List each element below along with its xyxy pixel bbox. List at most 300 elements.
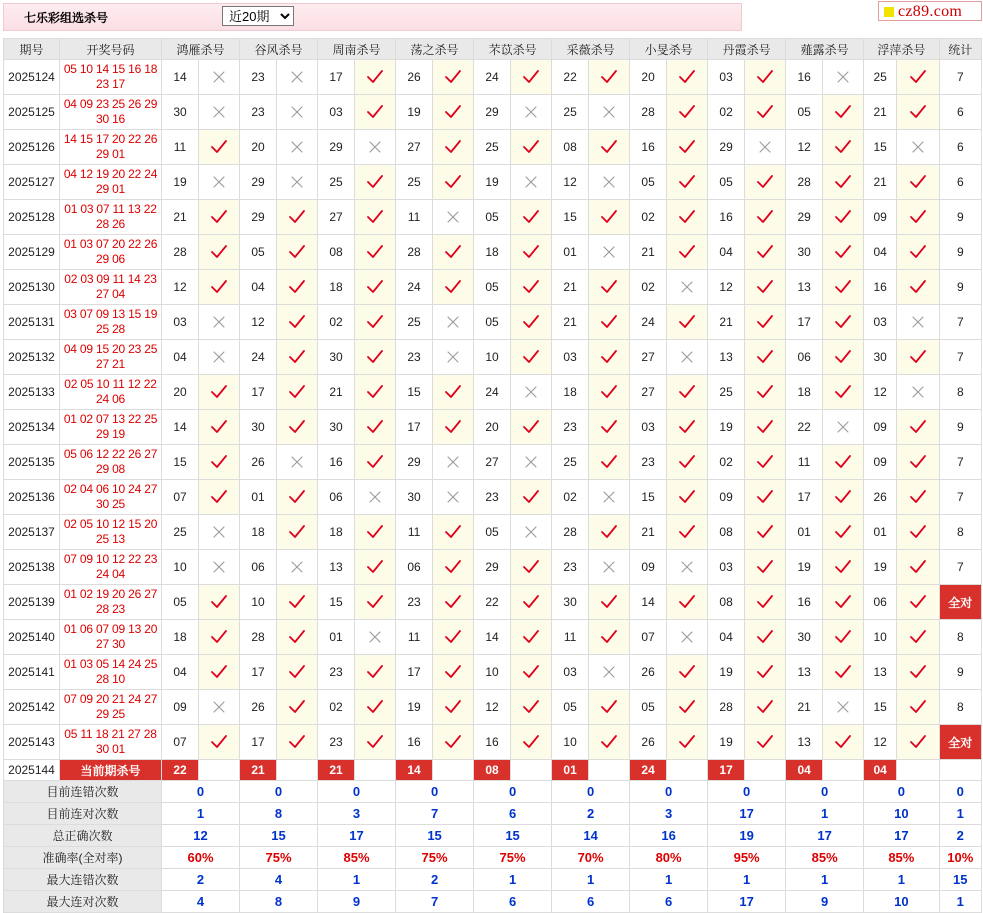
issue-number: 2025143	[4, 725, 60, 760]
hit-count: 7	[939, 445, 981, 480]
stats-value: 19	[708, 825, 786, 847]
kill-number: 19	[786, 550, 823, 585]
kill-number: 18	[318, 270, 355, 305]
current-kill-number: 21	[240, 760, 277, 781]
empty-cell	[355, 760, 396, 781]
check-icon	[511, 410, 552, 445]
table-row	[4, 655, 982, 690]
hit-count: 7	[939, 550, 981, 585]
check-icon	[433, 165, 474, 200]
kill-number: 04	[162, 340, 199, 375]
kill-number: 13	[318, 550, 355, 585]
check-icon	[745, 270, 786, 305]
check-icon	[355, 165, 396, 200]
draw-numbers: 04 09 23 25 26 29 30 16	[60, 95, 162, 130]
current-kill-number: 22	[162, 760, 199, 781]
issue-number: 2025126	[4, 130, 60, 165]
check-icon	[199, 270, 240, 305]
current-period-row	[4, 760, 982, 781]
check-icon	[667, 655, 708, 690]
cross-icon	[511, 445, 552, 480]
kill-number: 24	[396, 270, 433, 305]
check-icon	[199, 585, 240, 620]
check-icon	[433, 130, 474, 165]
hit-count: 7	[939, 60, 981, 95]
hit-count: 7	[939, 340, 981, 375]
cross-icon	[277, 130, 318, 165]
kill-number: 12	[162, 270, 199, 305]
column-header: 谷风杀号	[240, 39, 318, 60]
check-icon	[433, 515, 474, 550]
kill-number: 26	[240, 445, 277, 480]
kill-number: 21	[630, 235, 667, 270]
kill-number: 16	[708, 200, 745, 235]
kill-number: 04	[864, 235, 897, 270]
stats-value: 0	[708, 781, 786, 803]
stats-value: 6	[474, 891, 552, 913]
draw-numbers: 04 12 19 20 22 24 29 01	[60, 165, 162, 200]
kill-number: 18	[552, 375, 589, 410]
kill-number: 29	[240, 200, 277, 235]
kill-number: 16	[396, 725, 433, 760]
kill-number: 23	[552, 410, 589, 445]
kill-number: 02	[318, 305, 355, 340]
stats-value: 2	[552, 803, 630, 825]
stats-value: 60%	[162, 847, 240, 869]
check-icon	[897, 410, 939, 445]
kill-number: 16	[630, 130, 667, 165]
check-icon	[355, 95, 396, 130]
check-icon	[589, 200, 630, 235]
issue-number: 2025142	[4, 690, 60, 725]
issue-number: 2025124	[4, 60, 60, 95]
check-icon	[667, 585, 708, 620]
draw-numbers: 01 02 07 13 22 25 29 19	[60, 410, 162, 445]
check-icon	[897, 165, 939, 200]
stats-value: 4	[240, 869, 318, 891]
stats-row	[4, 803, 982, 825]
draw-numbers: 07 09 20 21 24 27 29 25	[60, 690, 162, 725]
kill-number: 03	[552, 340, 589, 375]
current-kill-number: 14	[396, 760, 433, 781]
kill-number: 25	[552, 445, 589, 480]
kill-number: 30	[552, 585, 589, 620]
check-icon	[511, 480, 552, 515]
check-icon	[823, 480, 864, 515]
cross-icon	[199, 690, 240, 725]
stats-value: 9	[786, 891, 864, 913]
check-icon	[897, 95, 939, 130]
kill-number: 21	[162, 200, 199, 235]
empty-cell	[433, 760, 474, 781]
check-icon	[511, 235, 552, 270]
check-icon	[511, 200, 552, 235]
kill-number: 03	[630, 410, 667, 445]
check-icon	[745, 60, 786, 95]
kill-number: 02	[630, 200, 667, 235]
stats-value: 17	[708, 803, 786, 825]
check-icon	[745, 655, 786, 690]
kill-number: 15	[318, 585, 355, 620]
current-kill-number: 01	[552, 760, 589, 781]
stats-value: 75%	[240, 847, 318, 869]
kill-number: 23	[396, 340, 433, 375]
kill-number: 17	[396, 655, 433, 690]
column-header: 周南杀号	[318, 39, 396, 60]
stats-value: 1	[786, 803, 864, 825]
column-header: 浮萍杀号	[864, 39, 939, 60]
check-icon	[897, 620, 939, 655]
check-icon	[433, 375, 474, 410]
kill-number: 17	[396, 410, 433, 445]
check-icon	[897, 235, 939, 270]
cross-icon	[277, 165, 318, 200]
stats-value: 9	[318, 891, 396, 913]
page-header	[0, 0, 983, 34]
kill-number: 29	[396, 445, 433, 480]
kill-number: 10	[552, 725, 589, 760]
stats-value: 2	[396, 869, 474, 891]
stats-value: 0	[786, 781, 864, 803]
kill-number: 20	[630, 60, 667, 95]
cross-icon	[667, 550, 708, 585]
kill-number: 16	[474, 725, 511, 760]
current-kill-number: 08	[474, 760, 511, 781]
table-row	[4, 620, 982, 655]
kill-number: 19	[708, 655, 745, 690]
kill-number: 12	[786, 130, 823, 165]
check-icon	[589, 60, 630, 95]
cross-icon	[897, 305, 939, 340]
issue-number: 2025134	[4, 410, 60, 445]
hit-count: 全对	[939, 585, 981, 620]
stats-value: 1	[552, 869, 630, 891]
kill-number: 30	[786, 620, 823, 655]
check-icon	[823, 550, 864, 585]
kill-number: 28	[552, 515, 589, 550]
kill-number: 17	[240, 375, 277, 410]
check-icon	[745, 165, 786, 200]
check-icon	[433, 655, 474, 690]
kill-number: 21	[552, 270, 589, 305]
cross-icon	[199, 515, 240, 550]
check-icon	[277, 340, 318, 375]
kill-number: 28	[786, 165, 823, 200]
kill-number: 11	[786, 445, 823, 480]
kill-number: 25	[474, 130, 511, 165]
stats-value: 0	[552, 781, 630, 803]
stats-value: 1	[939, 891, 981, 913]
check-icon	[745, 620, 786, 655]
kill-number: 28	[240, 620, 277, 655]
kill-number: 27	[630, 340, 667, 375]
stats-value: 2	[162, 869, 240, 891]
check-icon	[745, 550, 786, 585]
issue-number: 2025140	[4, 620, 60, 655]
cross-icon	[667, 620, 708, 655]
kill-number: 19	[708, 410, 745, 445]
header-bar	[3, 3, 742, 31]
stats-value: 75%	[474, 847, 552, 869]
kill-number: 05	[474, 270, 511, 305]
kill-number: 14	[474, 620, 511, 655]
page-title: 七乐彩组选杀号	[24, 11, 109, 25]
kill-number: 03	[864, 305, 897, 340]
stats-value: 1	[786, 869, 864, 891]
kill-number: 27	[318, 200, 355, 235]
kill-number: 29	[474, 550, 511, 585]
stats-value: 4	[162, 891, 240, 913]
empty-cell	[199, 760, 240, 781]
table-row	[4, 305, 982, 340]
check-icon	[433, 95, 474, 130]
kill-number: 05	[474, 200, 511, 235]
draw-numbers: 02 04 06 10 24 27 30 25	[60, 480, 162, 515]
kill-number: 18	[786, 375, 823, 410]
check-icon	[667, 200, 708, 235]
kill-number: 14	[162, 60, 199, 95]
check-icon	[433, 690, 474, 725]
check-icon	[589, 305, 630, 340]
table-row	[4, 690, 982, 725]
check-icon	[355, 725, 396, 760]
check-icon	[823, 305, 864, 340]
draw-numbers: 05 11 18 21 27 28 30 01	[60, 725, 162, 760]
check-icon	[355, 235, 396, 270]
kill-number: 29	[318, 130, 355, 165]
draw-numbers: 01 03 05 14 24 25 28 10	[60, 655, 162, 690]
check-icon	[897, 480, 939, 515]
hit-count: 8	[939, 690, 981, 725]
check-icon	[667, 95, 708, 130]
check-icon	[355, 305, 396, 340]
check-icon	[355, 410, 396, 445]
kill-number: 19	[396, 690, 433, 725]
kill-number: 08	[708, 515, 745, 550]
stats-label: 目前连对次数	[4, 803, 162, 825]
cross-icon	[199, 95, 240, 130]
cross-icon	[355, 620, 396, 655]
stats-label: 最大连对次数	[4, 891, 162, 913]
stats-row	[4, 781, 982, 803]
check-icon	[897, 725, 939, 760]
table-row	[4, 480, 982, 515]
stats-value: 80%	[630, 847, 708, 869]
kill-number: 23	[318, 725, 355, 760]
kill-number: 23	[474, 480, 511, 515]
stats-value: 10	[864, 803, 939, 825]
stats-value: 0	[162, 781, 240, 803]
check-icon	[277, 725, 318, 760]
stats-value: 1	[162, 803, 240, 825]
kill-number: 26	[630, 725, 667, 760]
kill-number: 04	[240, 270, 277, 305]
stats-value: 7	[396, 803, 474, 825]
check-icon	[667, 725, 708, 760]
hit-count: 7	[939, 480, 981, 515]
kill-number: 01	[240, 480, 277, 515]
hit-count: 6	[939, 165, 981, 200]
check-icon	[199, 130, 240, 165]
kill-number: 10	[240, 585, 277, 620]
check-icon	[745, 200, 786, 235]
kill-number: 29	[474, 95, 511, 130]
cross-icon	[199, 305, 240, 340]
kill-number: 10	[864, 620, 897, 655]
cross-icon	[823, 690, 864, 725]
cross-icon	[511, 375, 552, 410]
check-icon	[897, 445, 939, 480]
kill-number: 20	[474, 410, 511, 445]
kill-number: 05	[474, 305, 511, 340]
kill-number: 26	[240, 690, 277, 725]
column-header: 芣苡杀号	[474, 39, 552, 60]
empty-cell	[939, 760, 981, 781]
check-icon	[355, 690, 396, 725]
kill-number: 08	[708, 585, 745, 620]
hit-count: 9	[939, 235, 981, 270]
kill-number: 07	[162, 725, 199, 760]
period-select[interactable]	[222, 6, 294, 26]
kill-number: 15	[630, 480, 667, 515]
kill-number: 23	[552, 550, 589, 585]
kill-number: 25	[552, 95, 589, 130]
kill-number: 23	[630, 445, 667, 480]
hit-count: 6	[939, 130, 981, 165]
kill-number: 15	[864, 130, 897, 165]
kill-number: 24	[240, 340, 277, 375]
kill-number: 18	[474, 235, 511, 270]
check-icon	[897, 200, 939, 235]
stats-value: 85%	[786, 847, 864, 869]
draw-numbers: 01 03 07 20 22 26 29 06	[60, 235, 162, 270]
table-row	[4, 165, 982, 200]
draw-numbers: 14 15 17 20 22 26 29 01	[60, 130, 162, 165]
check-icon	[823, 655, 864, 690]
check-icon	[589, 375, 630, 410]
check-icon	[433, 60, 474, 95]
cross-icon	[897, 375, 939, 410]
stats-value: 6	[630, 891, 708, 913]
kill-number: 16	[864, 270, 897, 305]
stats-value: 12	[162, 825, 240, 847]
site-logo[interactable]	[878, 1, 982, 21]
kill-number: 05	[474, 515, 511, 550]
stats-label: 最大连错次数	[4, 869, 162, 891]
kill-number: 12	[864, 725, 897, 760]
check-icon	[823, 340, 864, 375]
kill-number: 01	[786, 515, 823, 550]
kill-number: 05	[162, 585, 199, 620]
stats-value: 0	[630, 781, 708, 803]
kill-number: 21	[786, 690, 823, 725]
cross-icon	[277, 95, 318, 130]
kill-number: 21	[552, 305, 589, 340]
draw-numbers: 04 09 15 20 23 25 27 21	[60, 340, 162, 375]
cross-icon	[511, 515, 552, 550]
check-icon	[745, 410, 786, 445]
stats-value: 0	[939, 781, 981, 803]
stats-value: 1	[630, 869, 708, 891]
kill-number: 12	[864, 375, 897, 410]
check-icon	[355, 60, 396, 95]
check-icon	[745, 95, 786, 130]
issue-number: 2025127	[4, 165, 60, 200]
cross-icon	[433, 340, 474, 375]
stats-value: 3	[630, 803, 708, 825]
table-row	[4, 60, 982, 95]
check-icon	[199, 235, 240, 270]
kill-number: 12	[474, 690, 511, 725]
cross-icon	[823, 410, 864, 445]
check-icon	[355, 445, 396, 480]
check-icon	[667, 410, 708, 445]
draw-numbers: 05 10 14 15 16 18 23 17	[60, 60, 162, 95]
kill-number: 27	[630, 375, 667, 410]
check-icon	[745, 690, 786, 725]
stats-value: 95%	[708, 847, 786, 869]
stats-value: 8	[240, 891, 318, 913]
stats-value: 15	[939, 869, 981, 891]
check-icon	[667, 305, 708, 340]
check-icon	[745, 375, 786, 410]
check-icon	[745, 305, 786, 340]
cross-icon	[199, 60, 240, 95]
draw-numbers: 01 06 07 09 13 20 27 30	[60, 620, 162, 655]
kill-number: 18	[240, 515, 277, 550]
column-header: 统计	[939, 39, 981, 60]
kill-number: 09	[630, 550, 667, 585]
kill-number: 06	[318, 480, 355, 515]
cross-icon	[433, 200, 474, 235]
issue-number: 2025136	[4, 480, 60, 515]
kill-number: 23	[318, 655, 355, 690]
kill-number: 09	[864, 410, 897, 445]
kill-number: 27	[396, 130, 433, 165]
check-icon	[823, 270, 864, 305]
stats-value: 6	[552, 891, 630, 913]
kill-number: 05	[240, 235, 277, 270]
cross-icon	[589, 235, 630, 270]
column-header: 开奖号码	[60, 39, 162, 60]
kill-number: 21	[864, 165, 897, 200]
issue-number: 2025129	[4, 235, 60, 270]
kill-number: 03	[708, 550, 745, 585]
cross-icon	[433, 445, 474, 480]
stats-value: 10	[864, 891, 939, 913]
stats-value: 1	[939, 803, 981, 825]
kill-number: 03	[552, 655, 589, 690]
kill-number: 13	[864, 655, 897, 690]
draw-numbers: 02 05 10 11 12 22 24 06	[60, 375, 162, 410]
check-icon	[277, 235, 318, 270]
stats-value: 1	[864, 869, 939, 891]
kill-number: 12	[708, 270, 745, 305]
cross-icon	[433, 480, 474, 515]
issue-number: 2025135	[4, 445, 60, 480]
kill-number: 28	[630, 95, 667, 130]
kill-number: 03	[162, 305, 199, 340]
kill-number: 22	[552, 60, 589, 95]
table-row	[4, 95, 982, 130]
logo-square-icon	[884, 7, 894, 17]
cross-icon	[667, 270, 708, 305]
column-header: 采薇杀号	[552, 39, 630, 60]
kill-number: 12	[240, 305, 277, 340]
stats-value: 15	[240, 825, 318, 847]
check-icon	[277, 620, 318, 655]
check-icon	[897, 340, 939, 375]
